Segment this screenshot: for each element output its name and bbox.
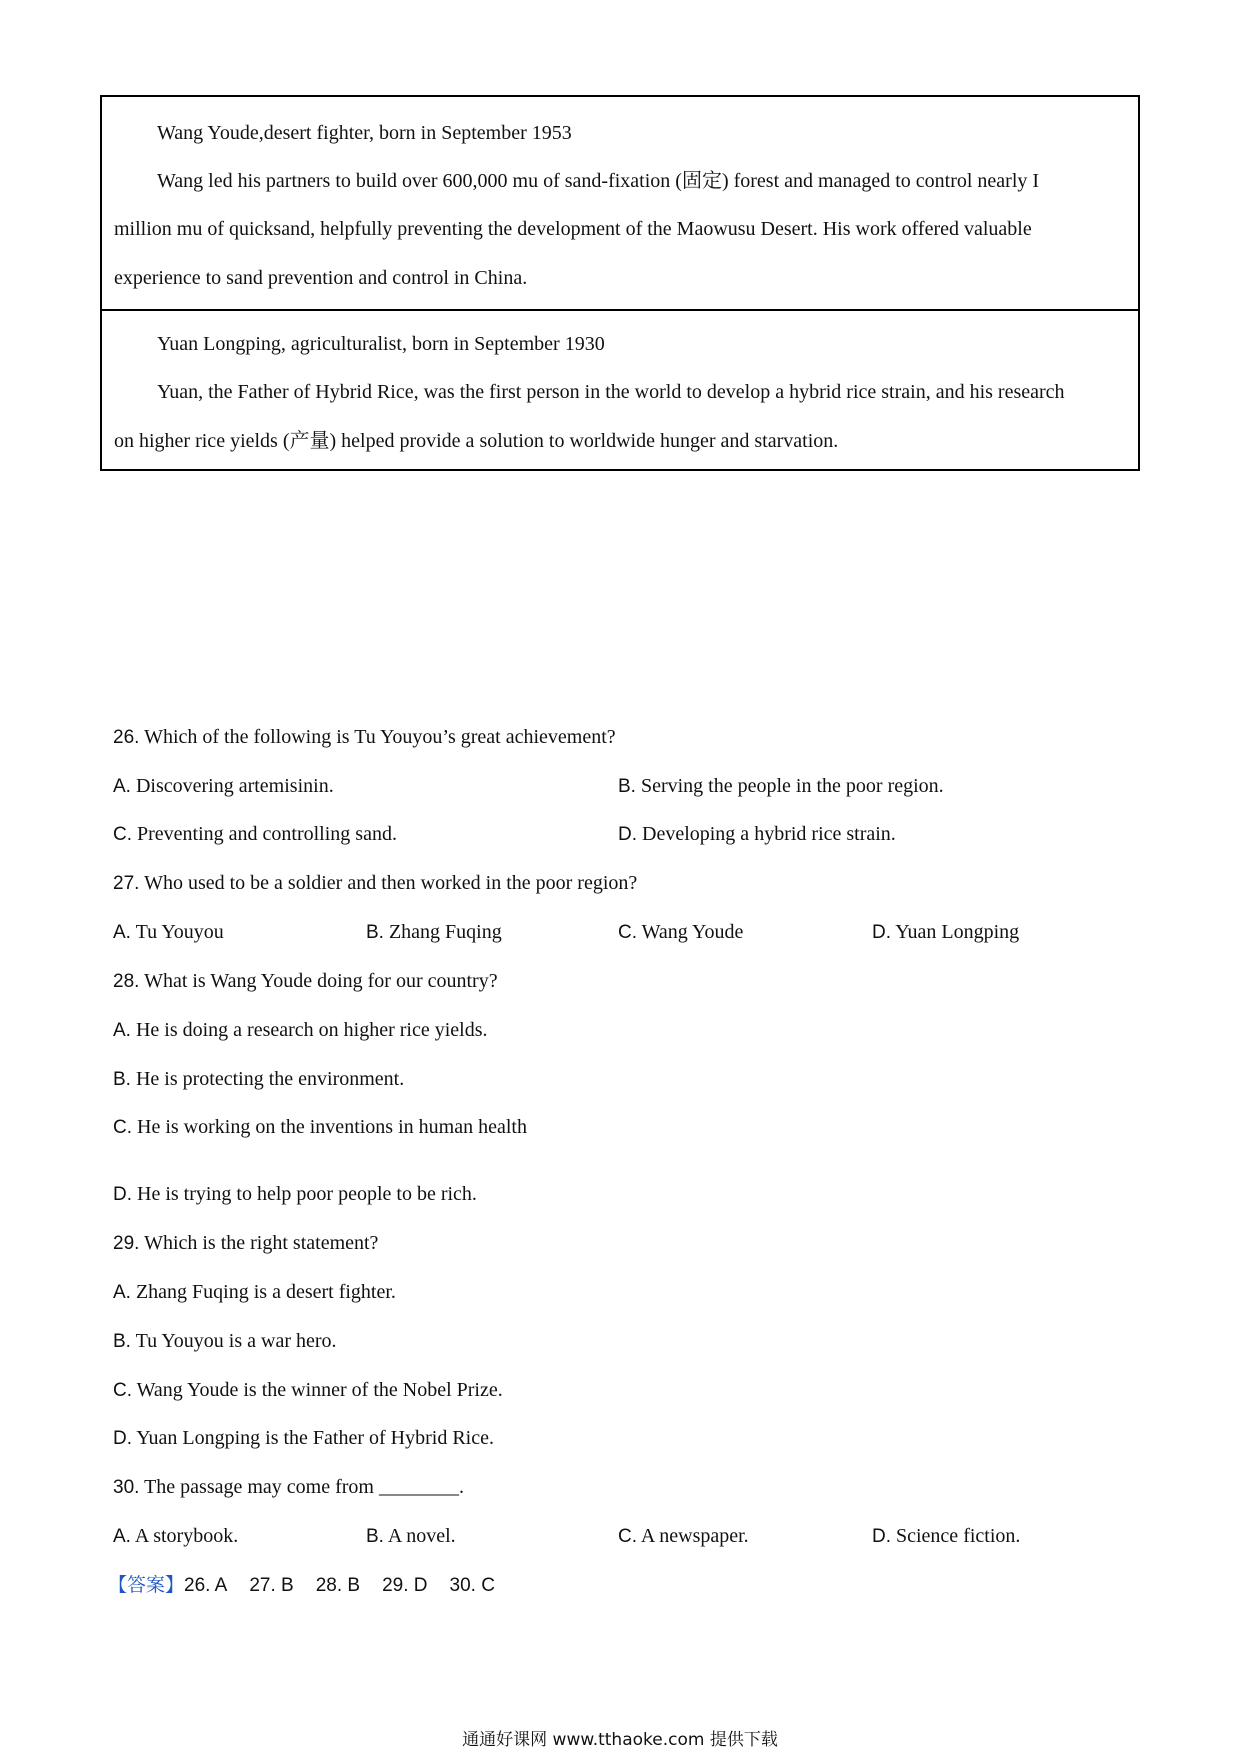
question-30: 30. The passage may come from ________. (113, 1476, 464, 1498)
q30-option-c: C. A newspaper. (618, 1525, 749, 1547)
q28-option-d: D. He is trying to help poor people to be rich. (113, 1183, 477, 1205)
q26-option-c: C. Preventing and controlling sand. (113, 823, 397, 845)
question-28: 28. What is Wang Youde doing for our country? (113, 970, 498, 992)
q27-option-c: C. Wang Youde (618, 921, 744, 943)
q30-option-d: D. Science fiction. (872, 1525, 1021, 1547)
answer-26: 26. A (184, 1575, 228, 1596)
q28-option-a: A. He is doing a research on higher rice yields. (113, 1019, 488, 1041)
wang-heading: Wang Youde,desert fighter, born in September 1953 (157, 122, 572, 144)
answer-tag: 【答案】 (108, 1574, 185, 1596)
yuan-longping-cell (102, 309, 1138, 469)
q27-option-b: B. Zhang Fuqing (366, 921, 502, 943)
page-footer: 通通好课网 www.tthaoke.com 提供下载 (462, 1730, 778, 1750)
yuan-line-2: on higher rice yields (产量) helped provide a solution to worldwide hunger and starvation. (114, 430, 839, 452)
q26-option-b: B. Serving the people in the poor region. (618, 775, 944, 797)
q27-option-a: A. Tu Youyou (113, 921, 224, 943)
wang-youde-cell (102, 97, 1138, 311)
answer-28: 28. B (315, 1575, 361, 1596)
q29-option-b: B. Tu Youyou is a war hero. (113, 1330, 337, 1352)
q27-option-d: D. Yuan Longping (872, 921, 1020, 943)
question-29: 29. Which is the right statement? (113, 1232, 379, 1254)
q28-option-c: C. He is working on the inventions in human health (113, 1116, 527, 1138)
wang-line-2: million mu of quicksand, helpfully preventing the development of the Maowusu Desert. His work offered valuable (114, 218, 1032, 240)
answer-key (108, 1576, 517, 1595)
answer-30: 30. C (449, 1575, 495, 1596)
q26-option-a: A. Discovering artemisinin. (113, 775, 334, 797)
q26-option-d: D. Developing a hybrid rice strain. (618, 823, 896, 845)
q29-option-d: D. Yuan Longping is the Father of Hybrid Rice. (113, 1427, 494, 1449)
q30-option-b: B. A novel. (366, 1525, 456, 1547)
question-27: 27. Who used to be a soldier and then worked in the poor region? (113, 872, 638, 894)
passage-table (100, 95, 1140, 471)
question-26: 26. Which of the following is Tu Youyou’s great achievement? (113, 726, 616, 748)
yuan-heading: Yuan Longping, agriculturalist, born in September 1930 (157, 333, 605, 355)
answer-29: 29. D (382, 1575, 428, 1596)
answer-27: 27. B (249, 1575, 294, 1596)
q29-option-c: C. Wang Youde is the winner of the Nobel Prize. (113, 1379, 503, 1401)
q28-option-b: B. He is protecting the environment. (113, 1068, 405, 1090)
q29-option-a: A. Zhang Fuqing is a desert fighter. (113, 1281, 396, 1303)
wang-line-1: Wang led his partners to build over 600,000 mu of sand-fixation (固定) forest and managed to control nearly I (157, 170, 1040, 192)
yuan-line-1: Yuan, the Father of Hybrid Rice, was the first person in the world to develop a hybrid rice strain, and his research (157, 381, 1065, 403)
wang-line-3: experience to sand prevention and control in China. (114, 267, 528, 289)
q30-option-a: A. A storybook. (113, 1525, 239, 1547)
